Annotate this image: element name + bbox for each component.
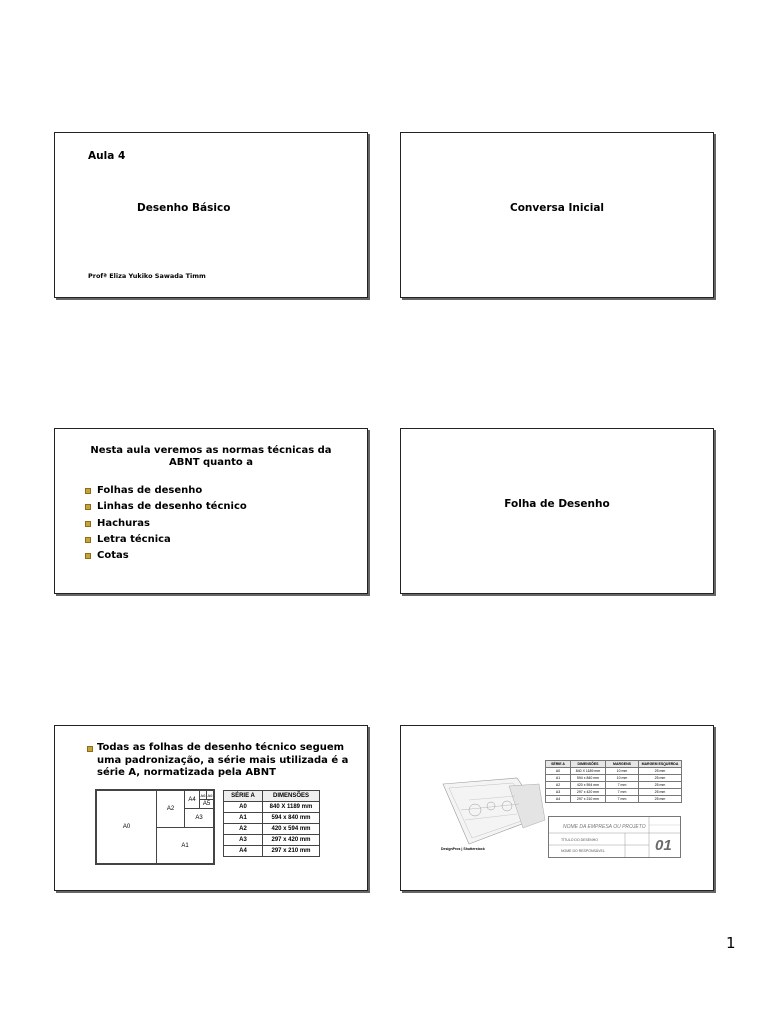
list-item: Hachuras — [85, 516, 247, 532]
list-item: Linhas de desenho técnico — [85, 499, 247, 515]
bullet-icon — [85, 504, 91, 510]
slide-text: Todas as folhas de desenho técnico seguem uma padronização, a série mais utilizada é a série A, normatizada pela ABNT — [97, 742, 359, 780]
table-row: A0 840 X 1189 mm — [224, 802, 320, 813]
table-row: A4 297 x 210 mm — [224, 846, 320, 857]
slide-title: Folha de Desenho — [504, 498, 610, 510]
table-row: A3 297 x 420 mm — [224, 835, 320, 846]
table-header-row — [224, 791, 320, 802]
company-name: NOME DA EMPRESA OU PROJETO — [563, 824, 646, 830]
sheet-a0: A0 — [96, 790, 157, 864]
list-item: Folhas de desenho — [85, 483, 247, 499]
sheet-a1: A1 — [156, 827, 214, 864]
slide-title: Desenho Básico — [137, 202, 231, 214]
table-header: DIMENSÕES — [263, 791, 320, 802]
sheet-a6: A6 — [199, 790, 207, 800]
paper-size-table — [223, 790, 320, 857]
table-row: A4 297 x 210 mm 7 mm 25 mm — [546, 796, 682, 803]
table-row: A3 297 x 420 mm 7 mm 25 mm — [546, 789, 682, 796]
slide-2 — [400, 132, 714, 298]
sheet-a3: A3 — [184, 808, 214, 828]
margins-table — [545, 760, 682, 803]
table-header: SÉRIE A — [224, 791, 263, 802]
bullet-icon — [85, 537, 91, 543]
bullet-list — [85, 483, 247, 564]
slide-heading: Nesta aula veremos as normas técnicas da ABNT quanto a — [90, 445, 332, 468]
lesson-label: Aula 4 — [88, 150, 126, 162]
table-row: A2 420 x 594 mm — [224, 824, 320, 835]
paper-sizes-diagram — [95, 789, 215, 865]
title-block — [548, 816, 681, 858]
responsible-name: NOME DO RESPONSÁVEL — [561, 849, 605, 853]
list-item: Letra técnica — [85, 532, 247, 548]
sheet-a2: A2 — [156, 790, 185, 828]
bullet-icon — [87, 746, 93, 752]
bullet-icon — [85, 521, 91, 527]
image-credit: DesignPros | Shutterstock — [441, 847, 485, 851]
bullet-icon — [85, 488, 91, 494]
slide-4 — [400, 428, 714, 594]
page-number: 1 — [726, 934, 736, 952]
slide-1 — [54, 132, 368, 298]
technical-drawing-illustration — [439, 776, 547, 846]
slide-title: Conversa Inicial — [509, 202, 605, 214]
slide-3 — [54, 428, 368, 594]
author: Profª Eliza Yukiko Sawada Timm — [88, 272, 206, 280]
table-row: A2 420 x 594 mm 7 mm 25 mm — [546, 782, 682, 789]
sheet-a5: A5 — [199, 799, 214, 809]
sheet-a4: A4 — [184, 790, 200, 809]
slide-6 — [400, 725, 714, 891]
slide-5 — [54, 725, 368, 891]
drawing-number: 01 — [655, 837, 672, 854]
table-header-row: SÉRIE A DIMENSÕES MARGENS MARGEM ESQUERDA — [546, 761, 682, 768]
bullet-icon — [85, 553, 91, 559]
table-row: A0 840 X 1189 mm 10 mm 25 mm — [546, 768, 682, 775]
table-row: A1 594 x 840 mm 10 mm 25 mm — [546, 775, 682, 782]
sheet-a6: A6 — [206, 790, 214, 800]
drawing-title: TÍTULO DO DESENHO — [561, 838, 598, 842]
table-row: A1 594 x 840 mm — [224, 813, 320, 824]
list-item: Cotas — [85, 548, 247, 564]
